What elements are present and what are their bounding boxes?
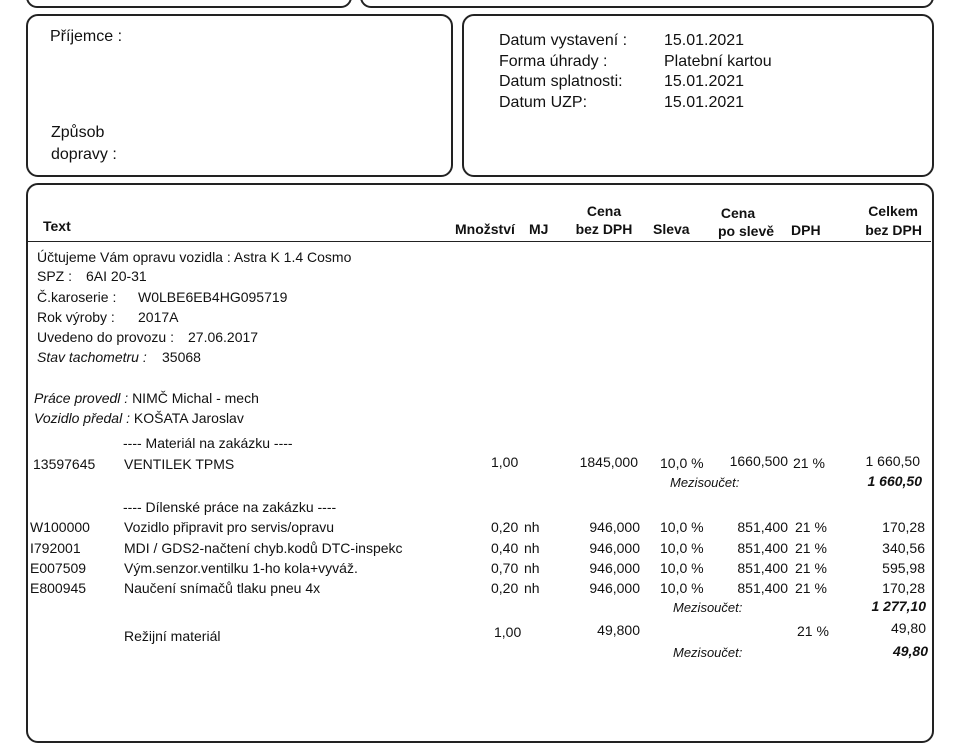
commissioned-label: Uvedeno do provozu : — [37, 329, 174, 345]
labor-qty: 0,40 — [491, 540, 519, 556]
overhead-qty: 1,00 — [494, 624, 522, 640]
repair-label: Účtujeme Vám opravu vozidla : Astra K 1.4 Cosmo — [37, 249, 352, 265]
transport-label-line2: dopravy : — [51, 146, 117, 163]
labor-after: 851,400 — [737, 540, 788, 556]
plate-value: 6AI 20-31 — [86, 268, 147, 284]
labor-unit: nh — [524, 580, 540, 596]
vehicle-model: Astra K 1.4 Cosmo — [233, 249, 352, 265]
col-unit: MJ — [529, 221, 549, 237]
top-left-box-edge — [26, 0, 352, 8]
material-price: 1845,000 — [579, 454, 638, 470]
col-discount: Sleva — [653, 221, 690, 237]
issue-date: 15.01.2021 — [664, 32, 745, 49]
labor-total: 595,98 — [882, 560, 925, 576]
labor-price: 946,000 — [589, 560, 640, 576]
labor-total: 170,28 — [882, 519, 925, 535]
labor-discount: 10,0 % — [660, 580, 704, 596]
overhead-vat: 21 % — [797, 623, 829, 639]
labor-qty: 0,20 — [491, 580, 519, 596]
labor-total: 340,56 — [882, 540, 925, 556]
material-discount: 10,0 % — [660, 455, 704, 471]
labor-price: 946,000 — [589, 580, 640, 596]
col-price-line2: bez DPH — [575, 221, 633, 237]
labor-name: MDI / GDS2-načtení chyb.kodů DTC-inspekc — [124, 540, 403, 556]
labor-name: Vozidlo připravit pro servis/opravu — [124, 519, 335, 535]
handover-value: KOŠATA Jaroslav — [133, 410, 244, 426]
material-after: 1660,500 — [729, 453, 788, 469]
col-after-line1: Cena — [720, 205, 756, 221]
labor-price: 946,000 — [589, 540, 640, 556]
header-divider — [27, 241, 931, 242]
labor-subtotal-label: Mezisoučet: — [673, 600, 743, 615]
year-label: Rok výroby : — [37, 309, 115, 325]
worker-line — [34, 390, 259, 406]
col-total-line1: Celkem — [868, 203, 918, 219]
labor-name: Vým.senzor.ventilku 1-ho kola+vyváž. — [124, 560, 358, 576]
handover-label: Vozidlo předal : — [34, 410, 130, 426]
odometer-value: 35068 — [162, 349, 201, 365]
labor-discount: 10,0 % — [660, 519, 704, 535]
top-right-box-edge — [360, 0, 934, 8]
col-quantity: Množství — [455, 221, 515, 237]
payment-method: Platební kartou — [664, 53, 772, 70]
labor-vat: 21 % — [795, 580, 827, 596]
labor-discount: 10,0 % — [660, 560, 704, 576]
col-vat: DPH — [791, 222, 821, 238]
labor-code: E800945 — [30, 580, 87, 596]
labor-section-title: ---- Dílenské práce na zakázku ---- — [123, 499, 337, 515]
overhead-name: Režijní materiál — [124, 628, 221, 644]
due-date-label: Datum splatnosti: — [499, 73, 623, 90]
material-qty: 1,00 — [491, 454, 519, 470]
plate-label: SPZ : — [37, 268, 73, 284]
overhead-subtotal-label: Mezisoučet: — [673, 645, 743, 660]
labor-discount: 10,0 % — [660, 540, 704, 556]
labor-total: 170,28 — [882, 580, 925, 596]
vin-value: W0LBE6EB4HG095719 — [138, 289, 288, 305]
material-total: 1 660,50 — [865, 453, 920, 469]
labor-after: 851,400 — [737, 580, 788, 596]
overhead-total: 49,80 — [890, 620, 926, 636]
col-total-line2: bez DPH — [865, 222, 922, 238]
col-after-line2: po slevě — [717, 223, 775, 239]
labor-after: 851,400 — [737, 519, 788, 535]
labor-qty: 0,70 — [491, 560, 519, 576]
material-subtotal: 1 660,50 — [867, 473, 922, 489]
recipient-label: Příjemce : — [50, 28, 123, 45]
material-section-title: ---- Materiál na zakázku ---- — [123, 435, 293, 451]
labor-code: W100000 — [30, 519, 90, 535]
commissioned-value: 27.06.2017 — [188, 329, 259, 345]
labor-price: 946,000 — [589, 519, 640, 535]
due-date: 15.01.2021 — [664, 73, 745, 90]
labor-vat: 21 % — [795, 540, 827, 556]
recipient-box — [26, 14, 453, 177]
handover-line — [34, 410, 244, 426]
payment-label: Forma úhrady : — [499, 53, 608, 70]
labor-vat: 21 % — [795, 519, 827, 535]
material-name: VENTILEK TPMS — [124, 456, 235, 472]
material-code: 13597645 — [33, 456, 96, 472]
issue-date-label: Datum vystavení : — [499, 32, 628, 49]
labor-subtotal: 1 277,10 — [871, 598, 926, 614]
overhead-price: 49,800 — [597, 622, 640, 638]
tax-date: 15.01.2021 — [664, 94, 745, 111]
labor-qty: 0,20 — [491, 519, 519, 535]
worker-value: NIMČ Michal - mech — [132, 390, 259, 406]
col-price-line1: Cena — [586, 203, 622, 219]
labor-unit: nh — [524, 540, 540, 556]
labor-unit: nh — [524, 519, 540, 535]
labor-code: I792001 — [30, 540, 81, 556]
year-value: 2017A — [138, 309, 179, 325]
material-subtotal-label: Mezisoučet: — [670, 475, 740, 490]
labor-vat: 21 % — [795, 560, 827, 576]
material-vat: 21 % — [793, 455, 825, 471]
dates-box — [462, 14, 934, 177]
labor-after: 851,400 — [737, 560, 788, 576]
odometer-label: Stav tachometru : — [37, 349, 147, 365]
transport-label-line1: Způsob — [51, 124, 105, 141]
overhead-subtotal: 49,80 — [892, 643, 928, 659]
col-text: Text — [43, 218, 71, 234]
body-label: Č.karoserie : — [37, 289, 117, 305]
worker-label: Práce provedl : — [34, 390, 129, 406]
labor-name: Naučení snímačů tlaku pneu 4x — [124, 580, 321, 596]
labor-code: E007509 — [30, 560, 87, 576]
tax-date-label: Datum UZP: — [499, 94, 588, 111]
labor-unit: nh — [524, 560, 540, 576]
